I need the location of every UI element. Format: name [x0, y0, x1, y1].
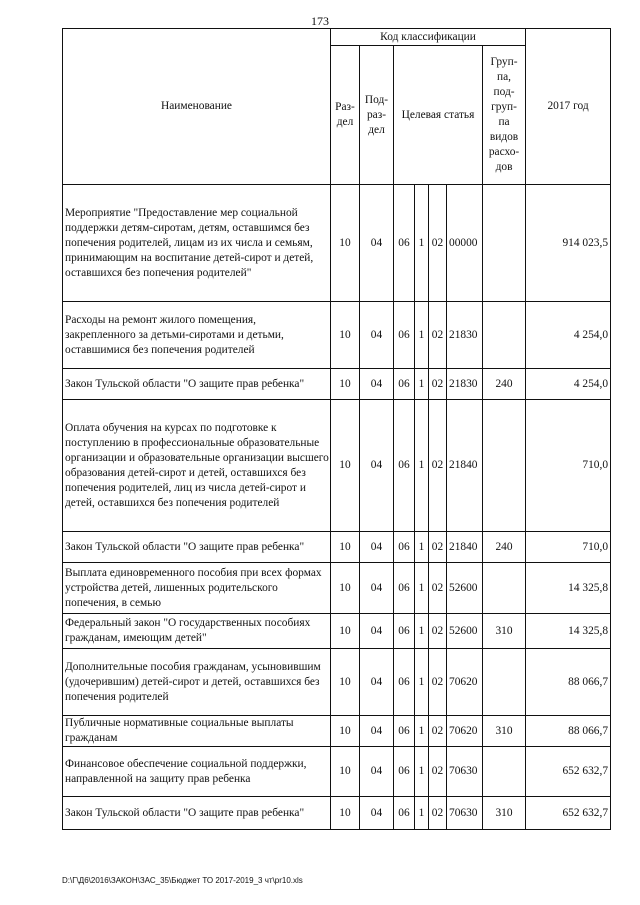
table-row — [63, 369, 611, 400]
row-name: Закон Тульской области "О защите прав ребенка" — [63, 532, 331, 563]
row-code-subprogram: 1 — [415, 747, 429, 797]
header-classification: Код классификации — [331, 29, 526, 46]
row-podrazdel: 04 — [360, 185, 394, 302]
row-podrazdel: 04 — [360, 614, 394, 649]
table-row — [63, 400, 611, 532]
table-row — [63, 747, 611, 797]
row-code-event: 02 — [429, 649, 447, 716]
row-code-program: 06 — [394, 797, 415, 830]
row-razdel: 10 — [331, 747, 360, 797]
row-code-direction: 52600 — [447, 563, 483, 614]
row-razdel: 10 — [331, 797, 360, 830]
row-vid — [483, 302, 526, 369]
row-code-direction: 70630 — [447, 797, 483, 830]
row-code-program: 06 — [394, 747, 415, 797]
row-amount: 710,0 — [526, 532, 611, 563]
row-code-program: 06 — [394, 185, 415, 302]
row-code-event: 02 — [429, 614, 447, 649]
row-podrazdel: 04 — [360, 532, 394, 563]
row-vid — [483, 185, 526, 302]
table-row — [63, 649, 611, 716]
row-podrazdel: 04 — [360, 747, 394, 797]
row-code-subprogram: 1 — [415, 369, 429, 400]
row-podrazdel: 04 — [360, 302, 394, 369]
row-name: Закон Тульской области "О защите прав ребенка" — [63, 797, 331, 830]
row-razdel: 10 — [331, 563, 360, 614]
row-code-program: 06 — [394, 716, 415, 747]
row-code-subprogram: 1 — [415, 532, 429, 563]
row-code-event: 02 — [429, 797, 447, 830]
row-code-program: 06 — [394, 649, 415, 716]
row-code-event: 02 — [429, 716, 447, 747]
row-code-subprogram: 1 — [415, 716, 429, 747]
row-code-direction: 70620 — [447, 716, 483, 747]
row-code-program: 06 — [394, 369, 415, 400]
row-code-event: 02 — [429, 302, 447, 369]
row-code-program: 06 — [394, 400, 415, 532]
row-code-subprogram: 1 — [415, 649, 429, 716]
row-name: Публичные нормативные социальные выплаты гражданам — [63, 716, 331, 747]
row-code-event: 02 — [429, 369, 447, 400]
row-name: Финансовое обеспечение социальной поддержки, направленной на защиту прав ребенка — [63, 747, 331, 797]
row-code-event: 02 — [429, 563, 447, 614]
row-code-subprogram: 1 — [415, 185, 429, 302]
table-row — [63, 302, 611, 369]
header-row-top — [63, 29, 611, 46]
table-row — [63, 614, 611, 649]
row-name: Оплата обучения на курсах по подготовке к поступлению в профессиональные образовательные организации и образовательные организации высшего образования детей-сирот и детей, оставшихся без попечения родителей, лиц из числа детей-сирот и детей, оставшихся без попечения родителей — [63, 400, 331, 532]
header-year: 2017 год — [526, 29, 611, 185]
row-code-subprogram: 1 — [415, 302, 429, 369]
row-name: Федеральный закон "О государственных пособиях гражданам, имеющим детей" — [63, 614, 331, 649]
row-razdel: 10 — [331, 302, 360, 369]
row-name: Выплата единовременного пособия при всех формах устройства детей, лишенных родительского попечения, в семью — [63, 563, 331, 614]
row-amount: 88 066,7 — [526, 649, 611, 716]
row-podrazdel: 04 — [360, 716, 394, 747]
row-vid: 310 — [483, 614, 526, 649]
row-podrazdel: 04 — [360, 797, 394, 830]
row-podrazdel: 04 — [360, 563, 394, 614]
row-code-event: 02 — [429, 185, 447, 302]
header-target-article: Целевая статья — [394, 46, 483, 185]
row-vid — [483, 563, 526, 614]
row-code-subprogram: 1 — [415, 797, 429, 830]
row-code-subprogram: 1 — [415, 563, 429, 614]
row-code-event: 02 — [429, 747, 447, 797]
row-code-direction: 21840 — [447, 400, 483, 532]
header-expense-group: Груп- па, под- груп- па видов расхо- дов — [483, 46, 526, 185]
row-code-event: 02 — [429, 532, 447, 563]
row-podrazdel: 04 — [360, 369, 394, 400]
row-vid: 240 — [483, 532, 526, 563]
table-row — [63, 532, 611, 563]
row-amount: 14 325,8 — [526, 614, 611, 649]
row-code-subprogram: 1 — [415, 614, 429, 649]
row-code-direction: 21840 — [447, 532, 483, 563]
row-code-direction: 00000 — [447, 185, 483, 302]
table-row — [63, 185, 611, 302]
row-razdel: 10 — [331, 185, 360, 302]
row-razdel: 10 — [331, 716, 360, 747]
row-razdel: 10 — [331, 400, 360, 532]
row-amount: 914 023,5 — [526, 185, 611, 302]
row-razdel: 10 — [331, 532, 360, 563]
header-subsection: Под- раз- дел — [360, 46, 394, 185]
row-amount: 652 632,7 — [526, 797, 611, 830]
row-code-program: 06 — [394, 532, 415, 563]
row-razdel: 10 — [331, 649, 360, 716]
budget-table — [62, 28, 611, 830]
row-name: Закон Тульской области "О защите прав ребенка" — [63, 369, 331, 400]
row-vid: 310 — [483, 797, 526, 830]
table-row — [63, 716, 611, 747]
row-code-direction: 21830 — [447, 302, 483, 369]
table-row — [63, 797, 611, 830]
row-code-program: 06 — [394, 302, 415, 369]
row-code-direction: 52600 — [447, 614, 483, 649]
row-amount: 88 066,7 — [526, 716, 611, 747]
row-code-program: 06 — [394, 563, 415, 614]
row-vid — [483, 649, 526, 716]
table-row — [63, 563, 611, 614]
file-path-footer: D:\Г\Д6\2016\ЗАКОН\ЗАС_35\Бюджет ТО 2017-2019_3 чт\pr10.xls — [62, 876, 303, 885]
row-code-event: 02 — [429, 400, 447, 532]
row-code-subprogram: 1 — [415, 400, 429, 532]
row-vid: 240 — [483, 369, 526, 400]
row-name: Дополнительные пособия гражданам, усыновившим (удочерившим) детей-сирот и детей, оставшихся без попечения родителей — [63, 649, 331, 716]
row-code-direction: 70620 — [447, 649, 483, 716]
row-vid: 310 — [483, 716, 526, 747]
row-vid — [483, 747, 526, 797]
row-podrazdel: 04 — [360, 649, 394, 716]
row-amount: 710,0 — [526, 400, 611, 532]
page-number: 173 — [311, 14, 329, 28]
row-code-direction: 70630 — [447, 747, 483, 797]
row-amount: 4 254,0 — [526, 302, 611, 369]
header-name: Наименование — [63, 29, 331, 185]
row-podrazdel: 04 — [360, 400, 394, 532]
row-name: Расходы на ремонт жилого помещения, закрепленного за детьми-сиротами и детьми, оставшимися без попечения родителей — [63, 302, 331, 369]
row-razdel: 10 — [331, 369, 360, 400]
row-code-program: 06 — [394, 614, 415, 649]
row-code-direction: 21830 — [447, 369, 483, 400]
row-name: Мероприятие "Предоставление мер социальной поддержки детям-сиротам, детям, оставшимся без попечения родителей, лицам из их числа и семьям, принимающим на воспитание детей-сирот и детей, оставшихся без попечения родителей" — [63, 185, 331, 302]
row-amount: 14 325,8 — [526, 563, 611, 614]
row-amount: 4 254,0 — [526, 369, 611, 400]
row-vid — [483, 400, 526, 532]
header-section: Раз- дел — [331, 46, 360, 185]
row-amount: 652 632,7 — [526, 747, 611, 797]
row-razdel: 10 — [331, 614, 360, 649]
